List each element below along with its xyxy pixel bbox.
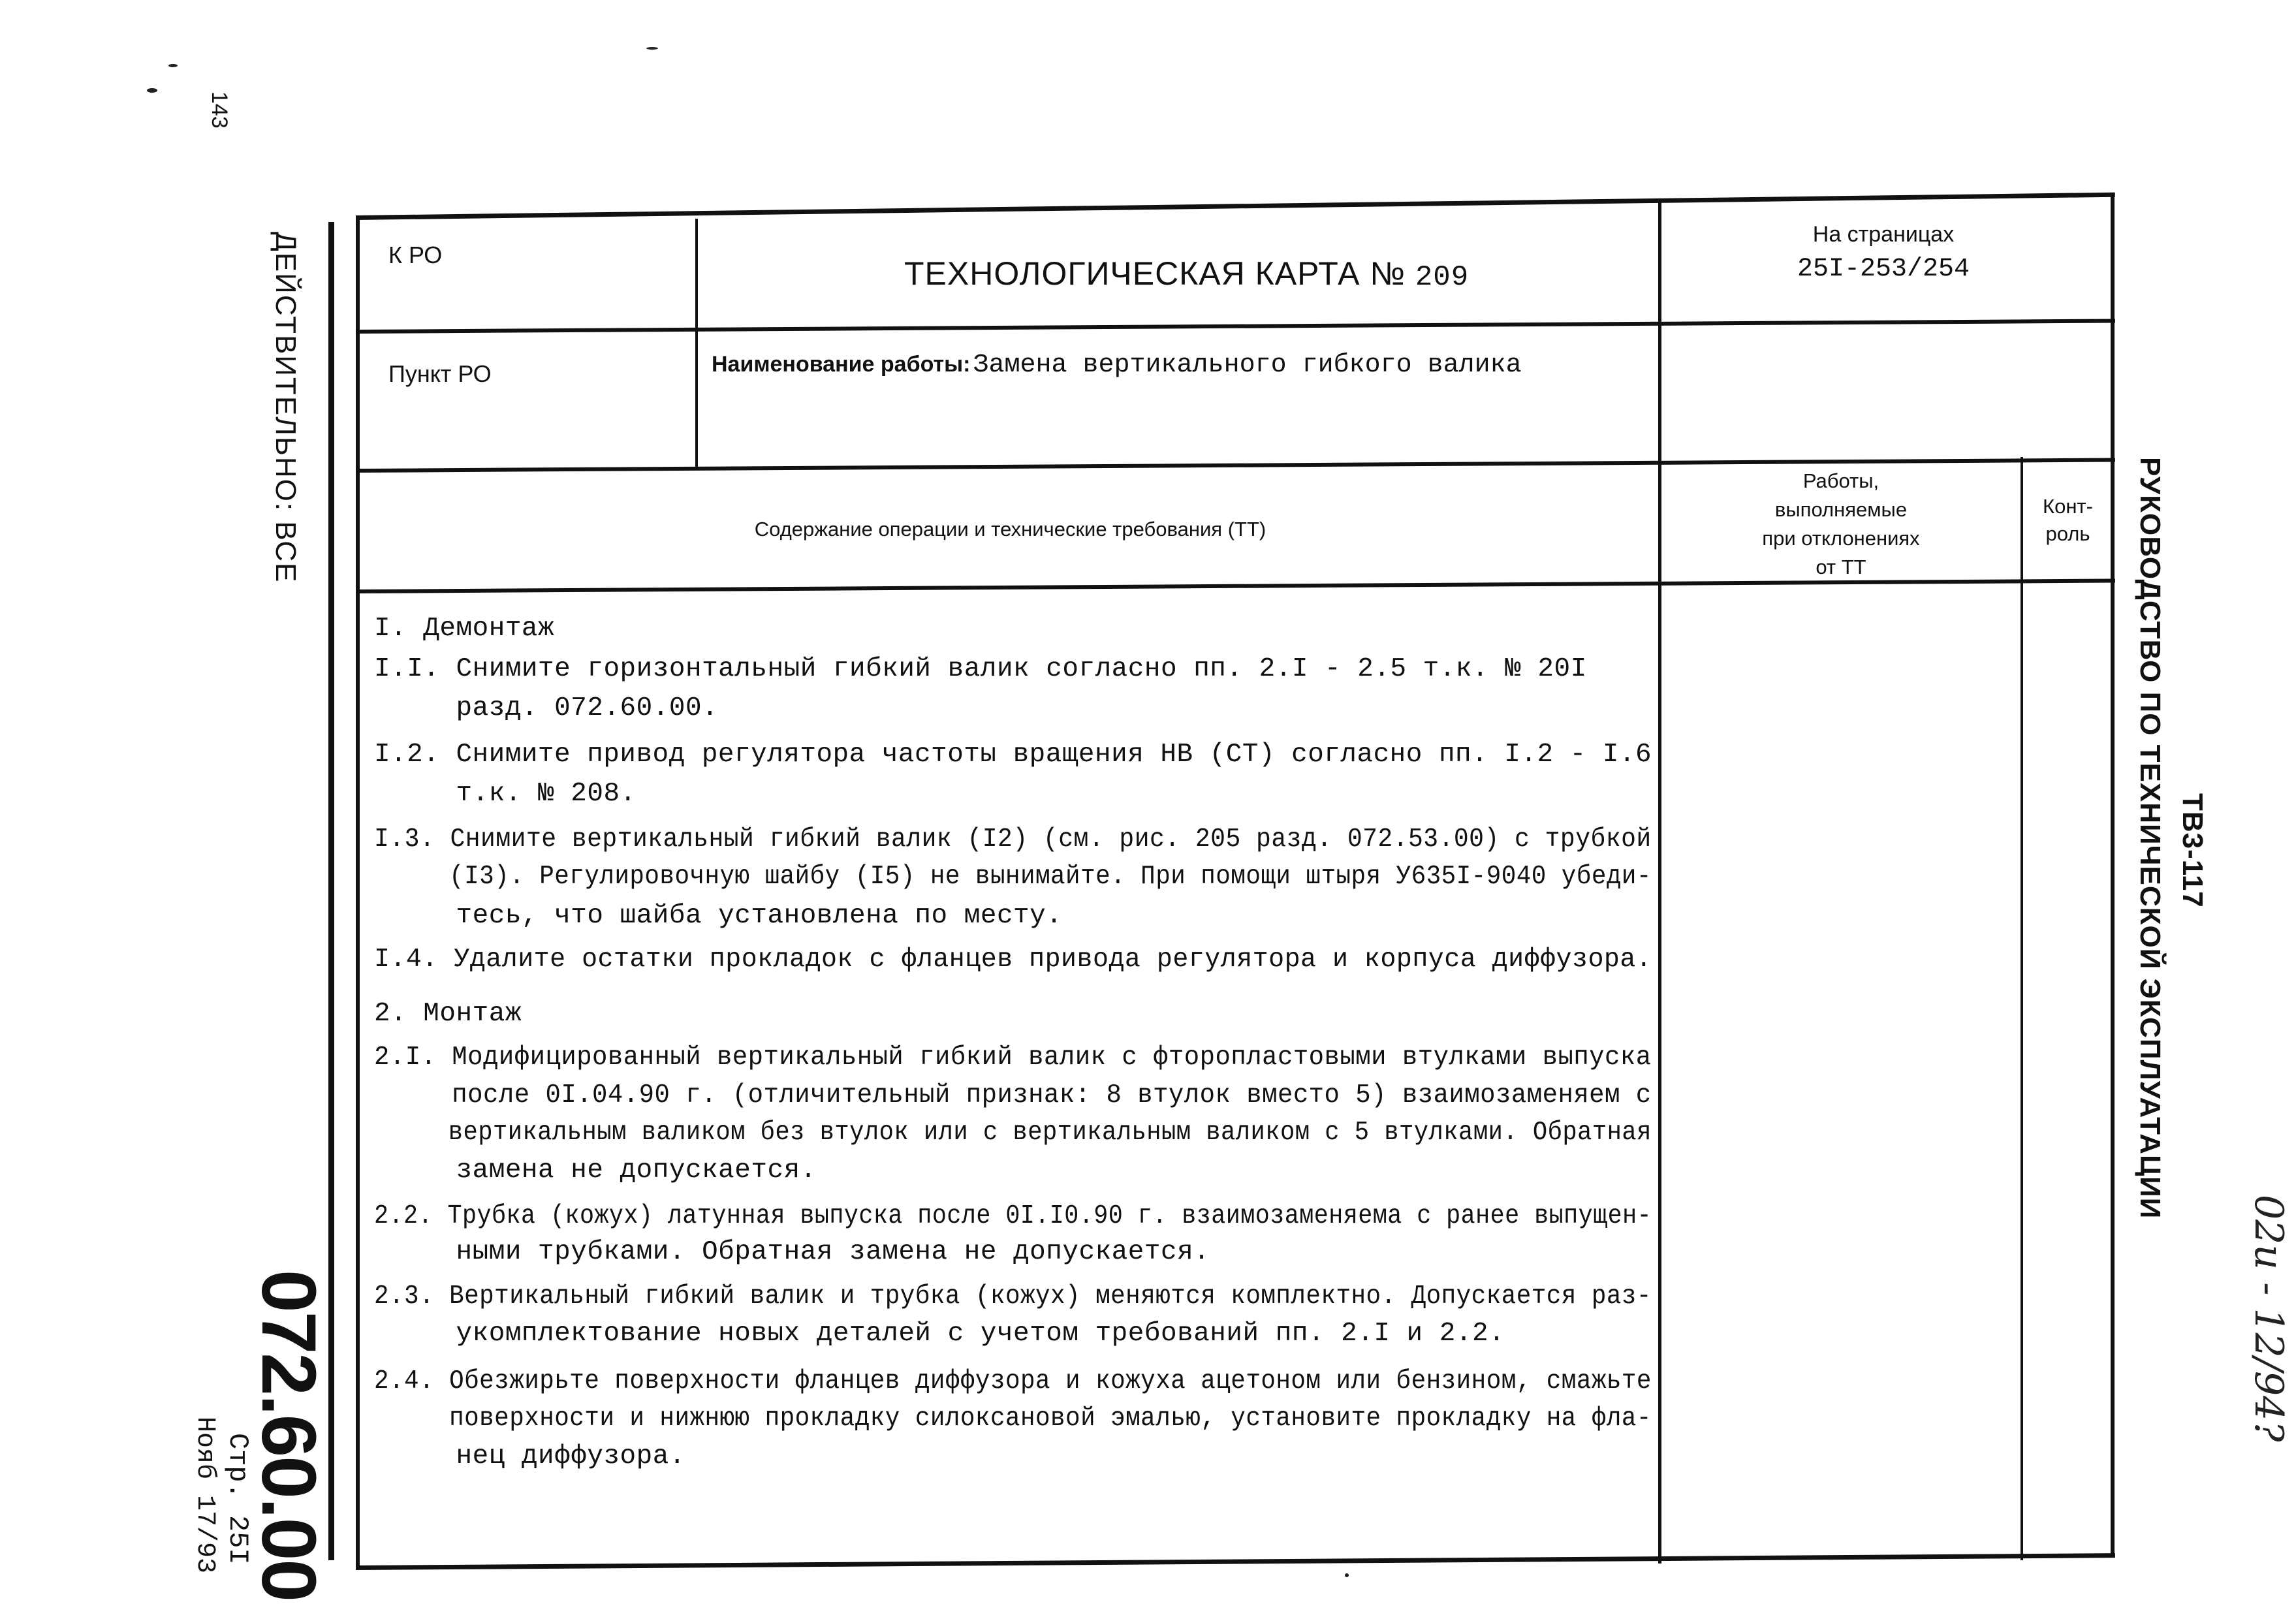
step-line: после 0I.04.90 г. (отличительный признак: 8 втулок вместо 5) взаимозаменяем с — [374, 1080, 1652, 1110]
scan-speck — [646, 47, 658, 50]
work-name-label: Наименование работы: — [712, 352, 971, 377]
header-deviations-line: при отклонениях — [1762, 527, 1920, 550]
step-line: поверхности и нижнюю прокладку силоксановой эмалью, установите прокладку на фла- — [374, 1404, 1652, 1434]
aircraft-type: ТВ3-117 — [2177, 793, 2209, 908]
col-separator-3 — [2021, 457, 2023, 1560]
step-line: замена не допускается. — [374, 1155, 817, 1186]
validity-label: ДЕЙСТВИТЕЛЬНО: ВСЕ — [270, 232, 302, 584]
scan-speck — [1345, 1573, 1349, 1577]
section-heading: 2. Монтаж — [374, 999, 522, 1029]
col-separator-2 — [1658, 202, 1661, 1564]
work-name — [712, 351, 1522, 380]
card-title-text: ТЕХНОЛОГИЧЕСКАЯ КАРТА № — [904, 255, 1406, 292]
header-control — [2024, 493, 2112, 548]
page-label: Стр. 25I — [222, 1433, 253, 1565]
step-line: I.I. Снимите горизонтальный гибкий валик согласно пп. 2.I - 2.5 т.к. № 20I — [374, 654, 1587, 684]
step-line: 2.2. Трубка (кожух) латунная выпуска после 0I.I0.90 г. взаимозаменяема с ранее выпущен- — [374, 1201, 1652, 1231]
header-deviations-line: от ТТ — [1816, 556, 1866, 578]
step-line: 2.I. Модифицированный вертикальный гибкий валик с фторопластовыми втулками выпуска — [374, 1043, 1652, 1073]
step-line: 2.3. Вертикальный гибкий валик и трубка (кожух) меняются комплектно. Допускается раз- — [374, 1281, 1652, 1312]
header-deviations — [1665, 467, 2017, 582]
step-line: тесь, что шайба установлена по месту. — [374, 901, 1063, 931]
section-heading: I. Демонтаж — [374, 614, 555, 644]
manual-title: РУКОВОДСТВО ПО ТЕХНИЧЕСКОЙ ЭКСПЛУАТАЦИИ — [2134, 457, 2166, 1219]
header-deviations-line: выполняемые — [1774, 498, 1908, 521]
row1-separator — [356, 319, 2115, 334]
pages-label: На страницах — [1812, 222, 1955, 247]
step-line: т.к. № 208. — [374, 779, 637, 809]
table-top-border — [356, 193, 2115, 220]
step-line: I.2. Снимите привод регулятора частоты вращения НВ (СТ) согласно пп. I.2 - I.6 — [374, 740, 1652, 770]
step-line: ными трубками. Обратная замена не допускается. — [374, 1237, 1210, 1267]
step-line: I.4. Удалите остатки прокладок с фланцев привода регулятора и корпуса диффузора. — [374, 945, 1652, 975]
step-line: вертикальным валиком без втулок или с вертикальным валиком с 5 втулками. Обратная — [374, 1118, 1652, 1148]
step-line: разд. 072.60.00. — [374, 693, 719, 723]
section-code: 072.60.00 — [245, 1270, 332, 1601]
step-line: 2.4. Обезжирьте поверхности фланцев диффузора и кожуха ацетоном или бензином, смажьте — [374, 1366, 1652, 1396]
punkt-ro-label: Пункт РО — [388, 360, 492, 387]
header-deviations-line: Работы, — [1802, 469, 1879, 492]
step-line: укомплектование новых деталей с учетом требований пп. 2.I и 2.2. — [374, 1319, 1505, 1349]
page-number: 143 — [207, 91, 232, 129]
table-right-border — [2111, 196, 2115, 1557]
card-number: 209 — [1415, 261, 1470, 294]
step-line: (I3). Регулировочную шайбу (I5) не вынимайте. При помощи штыря У635I-9040 убеди- — [374, 862, 1652, 892]
scan-speck — [168, 64, 178, 67]
work-name-value: Замена вертикального гибкого валика — [973, 351, 1522, 380]
date-label: Нояб 17/93 — [190, 1417, 219, 1574]
scan-speck — [147, 88, 157, 93]
header-content: Содержание операции и технические требования (ТТ) — [754, 518, 1266, 541]
table-bottom-border — [356, 1553, 2115, 1570]
step-line: нец диффузора. — [374, 1441, 685, 1471]
header-control-line: роль — [2045, 522, 2090, 545]
step-line: I.3. Снимите вертикальный гибкий валик (I2) (см. рис. 205 разд. 072.53.00) с трубкой — [374, 825, 1652, 855]
k-ro-label: К РО — [388, 242, 443, 268]
col-separator-1 — [695, 219, 698, 470]
pages-value: 25I-253/254 — [1797, 255, 1970, 284]
table-left-border — [356, 219, 360, 1569]
header-control-line: Конт- — [2043, 495, 2093, 518]
card-title — [904, 255, 1469, 294]
handwritten-note: 02и - 12/94? — [2246, 1195, 2291, 1442]
